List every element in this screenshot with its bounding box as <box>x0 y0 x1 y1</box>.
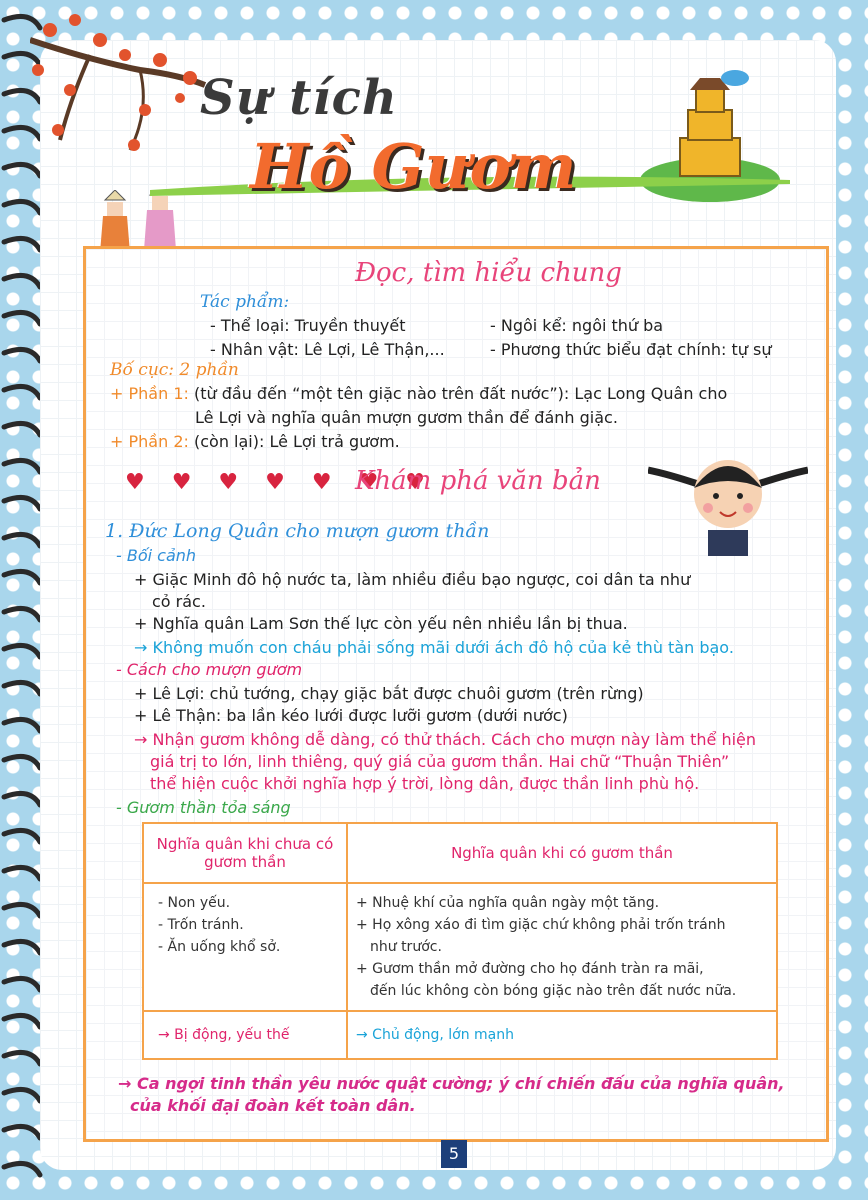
table-right-item: + Họ xông xáo đi tìm giặc chứ không phải trốn tránh <box>356 917 726 933</box>
context-1b: cỏ rác. <box>152 592 206 611</box>
table-left-cell <box>143 883 347 1011</box>
part1-text-a: (từ đầu đến “một tên giặc nào trên đất nước”): Lạc Long Quân cho <box>193 384 728 403</box>
table-head-right: Nghĩa quân khi có gươm thần <box>347 823 777 883</box>
part1-label: + Phần 1: <box>110 384 189 403</box>
table-foot-right: → Chủ động, lớn mạnh <box>347 1011 777 1059</box>
part2-text: (còn lại): Lê Lợi trả gươm. <box>193 432 400 451</box>
context-label: - Bối cảnh <box>116 546 197 565</box>
lend-conclusion-b: giá trị to lớn, linh thiêng, quý giá của gươm thần. Hai chữ “Thuận Thiên” <box>150 752 730 771</box>
lend-2: + Lê Thận: ba lần kéo lưới được lưỡi gươm (dưới nước) <box>134 706 568 725</box>
characters-text: - Nhân vật: Lê Lợi, Lê Thận,... <box>210 340 445 359</box>
table-right-item: đến lúc không còn bóng giặc nào trên đất nước nữa. <box>370 983 737 999</box>
genre-text: - Thể loại: Truyền thuyết <box>210 316 406 335</box>
shine-label: - Gươm thần tỏa sáng <box>116 798 291 817</box>
part2-label: + Phần 2: <box>110 432 189 451</box>
point1-heading: 1. Đức Long Quân cho mượn gươm thần <box>105 520 490 542</box>
context-1a: + Giặc Minh đô hộ nước ta, làm nhiều điều bạo ngược, coi dân ta như <box>134 570 691 589</box>
table-left-item: - Non yếu. <box>158 895 231 911</box>
lend-1: + Lê Lợi: chủ tướng, chạy giặc bắt được chuôi gươm (trên rừng) <box>134 684 644 703</box>
part1-text-b: Lê Lợi và nghĩa quân mượn gươm thần để đánh giặc. <box>195 408 618 427</box>
title-line1: Sự tích <box>200 70 398 126</box>
table-right-item: + Gươm thần mở đường cho họ đánh tràn ra mãi, <box>356 961 704 977</box>
hearts-decoration: ♥ ♥ ♥ ♥ ♥ ♥ ♥ <box>125 470 436 495</box>
section-heading-read: Đọc, tìm hiểu chung <box>355 258 622 288</box>
lend-conclusion-c: thể hiện cuộc khởi nghĩa hợp ý trời, lòng dân, được thần linh phù hộ. <box>150 774 700 793</box>
table-head-left: Nghĩa quân khi chưa có gươm thần <box>143 823 347 883</box>
table-foot-left: → Bị động, yếu thế <box>143 1011 347 1059</box>
narrator-text: - Ngôi kể: ngôi thứ ba <box>490 316 664 335</box>
comparison-table <box>142 822 778 1060</box>
conclusion-line2: của khối đại đoàn kết toàn dân. <box>130 1096 416 1115</box>
lend-conclusion-a: → Nhận gươm không dễ dàng, có thử thách. Cách cho mượn này làm thể hiện <box>134 730 757 749</box>
mode-text: - Phương thức biểu đạt chính: tự sự <box>490 340 772 359</box>
table-left-item: - Ăn uống khổ sở. <box>158 939 281 955</box>
title-line2: Hồ Gươm <box>250 130 577 203</box>
table-right-item: + Nhuệ khí của nghĩa quân ngày một tăng. <box>356 895 660 911</box>
page-number: 5 <box>441 1140 467 1168</box>
layout-label: Bố cục: 2 phần <box>110 360 239 380</box>
girl-with-pigtails-illustration <box>648 444 808 556</box>
table-right-cell <box>347 883 777 1011</box>
context-2: + Nghĩa quân Lam Sơn thế lực còn yếu nên nhiều lần bị thua. <box>134 614 628 633</box>
section-heading-explore: Khám phá văn bản <box>355 466 601 496</box>
conclusion-line1: → Ca ngợi tinh thần yêu nước quật cường; ý chí chiến đấu của nghĩa quân, <box>118 1074 785 1093</box>
lend-label: - Cách cho mượn gươm <box>116 660 303 679</box>
work-label: Tác phẩm: <box>200 292 290 312</box>
context-conclusion: → Không muốn con cháu phải sống mãi dưới ách đô hộ của kẻ thù tàn bạo. <box>134 638 734 657</box>
table-right-item: như trước. <box>370 939 442 955</box>
table-left-item: - Trốn tránh. <box>158 917 244 933</box>
